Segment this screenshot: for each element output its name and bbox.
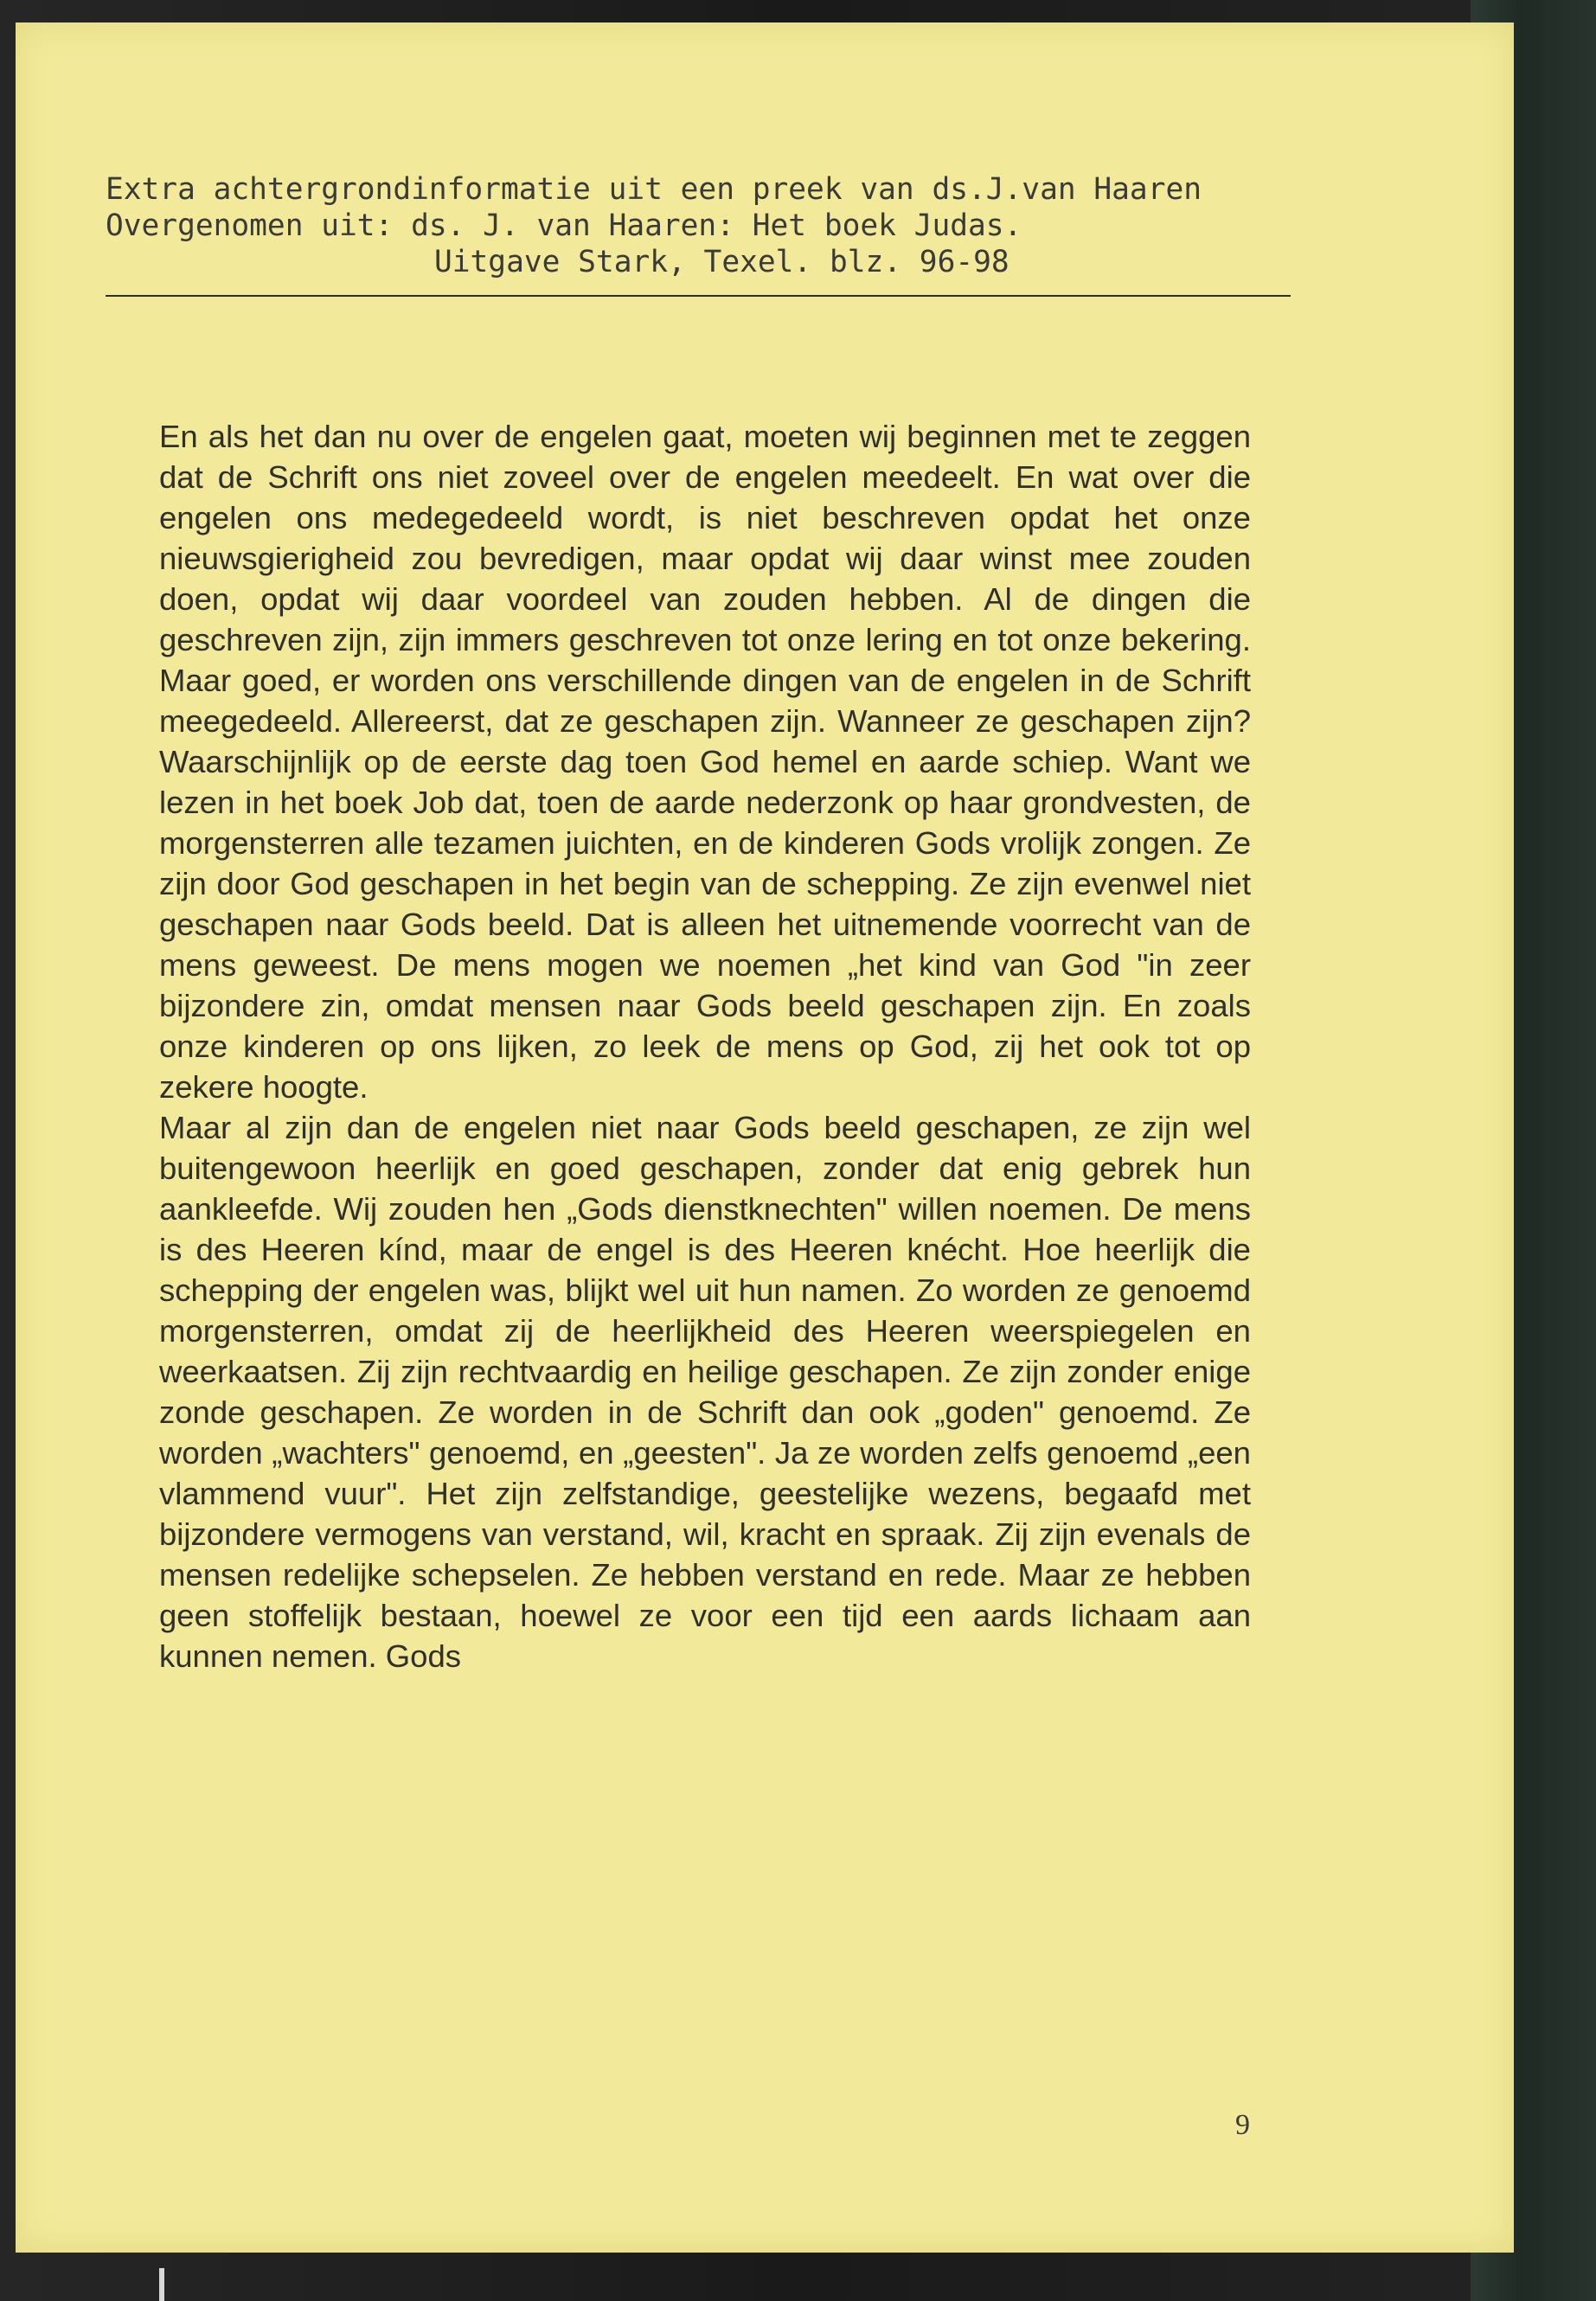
- paragraph-2: Maar al zijn dan de engelen niet naar Gods beeld geschapen, ze zijn wel buitengewoon heerlijk en goed geschapen, zonder dat enig gebrek hun aankleefde. Wij zouden hen „Gods dienstknechten" willen noemen. De mens is des Heeren kínd, maar de engel is des Heeren knécht. Hoe heerlijk die schepping der engelen was, blijkt wel uit hun namen. Zo worden ze genoemd morgensterren, omdat zij de heerlijkheid des Heeren weerspiegelen en weerkaatsen. Zij zijn rechtvaardig en heilige geschapen. Ze zijn zonder enige zonde geschapen. Ze worden in de Schrift dan ook „goden" genoemd. Ze worden „wachters" genoemd, en „geesten". Ja ze worden zelfs genoemd „een vlammend vuur". Het zijn zelfstandige, geestelijke wezens, begaafd met bijzondere vermogens van verstand, wil, kracht en spraak. Zij zijn evenals de mensen redelijke schepselen. Ze hebben verstand en rede. Maar ze hebben geen stoffelijk bestaan, hoewel ze voor een tijd een aards lichaam aan kunnen nemen. Gods: [159, 1110, 1251, 1674]
- scan-marker: [159, 2268, 164, 2301]
- header-line-3: Uitgave Stark, Texel. blz. 96-98: [434, 245, 1010, 279]
- header-line-2: Overgenomen uit: ds. J. van Haaren: Het boek Judas.: [106, 208, 1022, 243]
- source-header: [106, 171, 1291, 280]
- page-number: 9: [1235, 2109, 1250, 2141]
- header-line-1: Extra achtergrondinformatie uit een preek van ds.J.van Haaren: [106, 172, 1202, 207]
- paragraph-1: En als het dan nu over de engelen gaat, moeten wij beginnen met te zeggen dat de Schrift ons niet zoveel over de engelen meedeelt. En wat over die engelen ons medegedeeld wordt, is niet beschreven opdat het onze nieuwsgierigheid zou bevredigen, maar opdat wij daar winst mee zouden doen, opdat wij daar voordeel van zouden hebben. Al de dingen die geschreven zijn, zijn immers geschreven tot onze lering en tot onze bekering. Maar goed, er worden ons verschillende dingen van de engelen in de Schrift meegedeeld. Allereerst, dat ze geschapen zijn. Wanneer ze geschapen zijn? Waarschijnlijk op de eerste dag toen God hemel en aarde schiep. Want we lezen in het boek Job dat, toen de aarde nederzonk op haar grondvesten, de morgensterren alle tezamen juichten, en de kinderen Gods vrolijk zongen. Ze zijn door God geschapen in het begin van de schepping. Ze zijn evenwel niet geschapen naar Gods beeld. Dat is alleen het uitnemende voorrecht van de mens geweest. De mens mogen we noemen „het kind van God "in zeer bijzondere zin, omdat mensen naar Gods beeld geschapen zijn. En zoals onze kinderen op ons lijken, zo leek de mens op God, zij het ook tot op zekere hoogte.: [159, 419, 1251, 1105]
- header-divider: [106, 295, 1291, 297]
- book-page: [16, 22, 1514, 2253]
- sermon-text: [159, 416, 1251, 1676]
